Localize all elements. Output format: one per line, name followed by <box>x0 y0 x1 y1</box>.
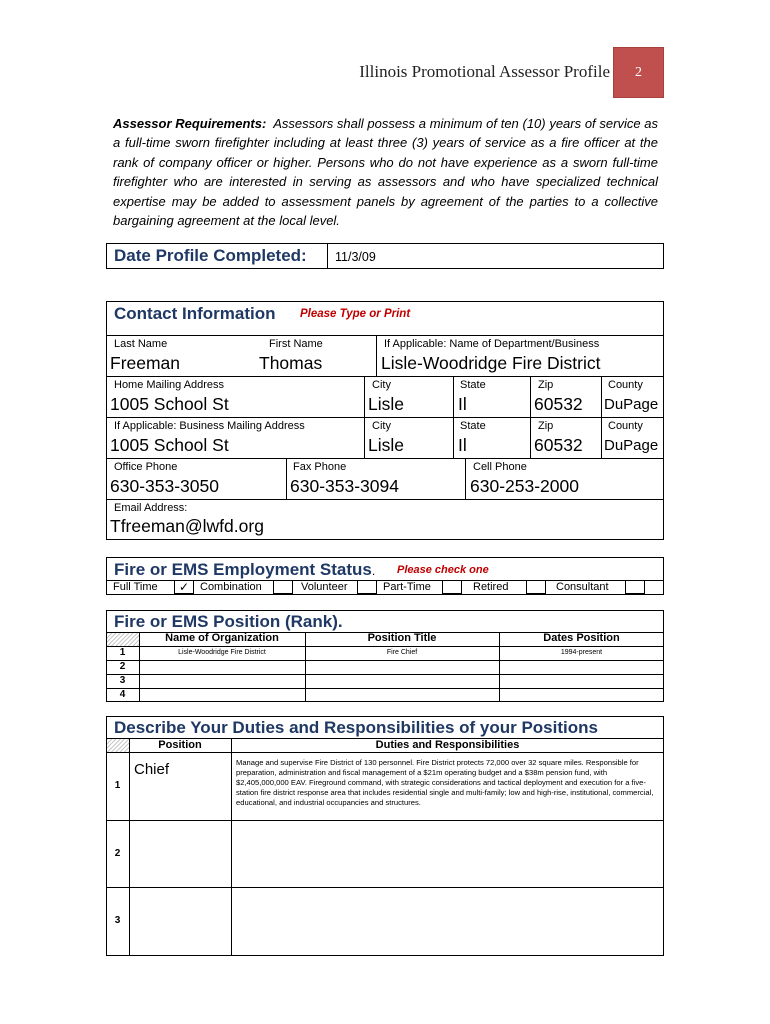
business-county-label: County <box>608 420 643 432</box>
first-name-field[interactable]: Thomas <box>259 353 323 373</box>
option-part-time-checkbox[interactable] <box>442 580 462 594</box>
option-combination-label: Combination <box>200 581 262 593</box>
date-profile-value[interactable]: 11/3/09 <box>335 250 376 264</box>
date-profile-label: Date Profile Completed: <box>114 246 307 265</box>
position-header-hatch <box>107 633 139 646</box>
business-zip-field[interactable]: 60532 <box>534 435 583 455</box>
duties-row-1-num: 1 <box>114 780 121 791</box>
last-name-field[interactable]: Freeman <box>110 353 181 373</box>
office-phone-label: Office Phone <box>114 461 178 473</box>
home-zip-label: Zip <box>538 379 554 391</box>
position-row-1-dates[interactable]: 1994-present <box>560 649 603 656</box>
employment-section-title: Fire or EMS Employment Status. <box>114 560 376 579</box>
assessor-requirements <box>113 114 658 230</box>
position-row-4-num: 4 <box>119 689 126 700</box>
option-full-time-label: Full Time <box>113 581 158 593</box>
employment-check-note: Please check one <box>397 564 489 576</box>
position-row-2-num: 2 <box>119 661 126 672</box>
contact-section-title: Contact Information <box>114 304 276 323</box>
cell-phone-field[interactable]: 630-253-2000 <box>470 476 579 496</box>
position-header-dates: Dates Position <box>543 632 620 644</box>
cell-phone-label: Cell Phone <box>473 461 527 473</box>
requirements-label: Assessor Requirements: <box>113 116 267 131</box>
email-field[interactable]: Tfreeman@lwfd.org <box>110 516 264 536</box>
option-volunteer-label: Volunteer <box>301 581 348 593</box>
home-zip-field[interactable]: 60532 <box>534 394 583 414</box>
position-row-1-title[interactable]: Fire Chief <box>386 649 418 656</box>
business-state-field[interactable]: Il <box>458 435 467 455</box>
home-address-label: Home Mailing Address <box>114 379 225 391</box>
duties-header-hatch <box>107 739 129 752</box>
business-zip-label: Zip <box>538 420 554 432</box>
business-city-field[interactable]: Lisle <box>368 435 404 455</box>
position-row-1-org[interactable]: Lisle-Woodridge Fire District <box>178 649 266 656</box>
office-phone-field[interactable]: 630-353-3050 <box>110 476 219 496</box>
option-retired-checkbox[interactable] <box>526 580 546 594</box>
first-name-label: First Name <box>269 338 323 350</box>
option-consultant-label: Consultant <box>556 581 609 593</box>
option-consultant-checkbox[interactable] <box>625 580 645 594</box>
duties-header-position: Position <box>158 739 202 751</box>
business-address-field[interactable]: 1005 School St <box>110 435 229 455</box>
option-combination-checkbox[interactable] <box>273 580 293 594</box>
home-county-label: County <box>608 379 643 391</box>
home-state-field[interactable]: Il <box>458 394 467 414</box>
last-name-label: Last Name <box>114 338 168 350</box>
position-section-title: Fire or EMS Position (Rank). <box>114 612 343 631</box>
duties-row-2-num: 2 <box>114 848 121 859</box>
home-state-label: State <box>460 379 486 391</box>
position-header-org: Name of Organization <box>165 632 279 644</box>
duties-header-duties: Duties and Responsibilities <box>375 739 520 751</box>
option-retired-label: Retired <box>473 581 509 593</box>
page-number-badge: 2 <box>613 47 664 98</box>
home-city-field[interactable]: Lisle <box>368 394 404 414</box>
fax-phone-field[interactable]: 630-353-3094 <box>290 476 399 496</box>
option-part-time-label: Part-Time <box>383 581 431 593</box>
duties-row-1-text[interactable]: Manage and supervise Fire District of 130 personnel. Fire District protects 72,000 over 32 square miles. Responsible for preparation, administration and fiscal management of a $21m operating budget and a $38m pension fund, with $2,405,000,000 EAV. Fireground command, with strategic considerations and tactical deployment and execution for a five-station fire district response area that includes residential single and multi-family; low and high-rise, institutional, commercial, educational, and industrial occupancies and structures. <box>236 758 654 807</box>
position-header-title: Position Title <box>367 632 437 644</box>
position-row-3-num: 3 <box>119 675 126 686</box>
duties-row-1-position[interactable]: Chief <box>134 761 170 778</box>
business-city-label: City <box>372 420 391 432</box>
home-city-label: City <box>372 379 391 391</box>
position-row-1-num: 1 <box>119 647 126 658</box>
duties-row-3-num: 3 <box>114 915 121 926</box>
business-state-label: State <box>460 420 486 432</box>
business-county-field[interactable]: DuPage <box>604 437 659 454</box>
contact-type-note: Please Type or Print <box>300 308 411 320</box>
option-volunteer-checkbox[interactable] <box>357 580 377 594</box>
department-field[interactable]: Lisle-Woodridge Fire District <box>381 353 601 373</box>
option-full-time-checkbox[interactable]: ✓ <box>174 580 194 594</box>
fax-phone-label: Fax Phone <box>293 461 347 473</box>
home-address-field[interactable]: 1005 School St <box>110 394 229 414</box>
department-label: If Applicable: Name of Department/Business <box>384 338 600 350</box>
business-address-label: If Applicable: Business Mailing Address <box>114 420 305 432</box>
home-county-field[interactable]: DuPage <box>604 396 659 413</box>
email-label: Email Address: <box>114 502 188 514</box>
page-header-title: Illinois Promotional Assessor Profile <box>359 62 610 81</box>
duties-section-title: Describe Your Duties and Responsibilities of your Positions <box>114 718 598 737</box>
requirements-text: Assessors shall possess a minimum of ten (10) years of service as a full-time sworn firefighter including at least three (3) years of service as a fire officer at the rank of company officer or higher. Persons who do not have experience as a sworn full-time firefighter who are interested in serving as assessors and who have specialized technical expertise may be added to assessment panels by agreement of the parties to a collective bargaining agreement at the local level. <box>113 116 659 229</box>
